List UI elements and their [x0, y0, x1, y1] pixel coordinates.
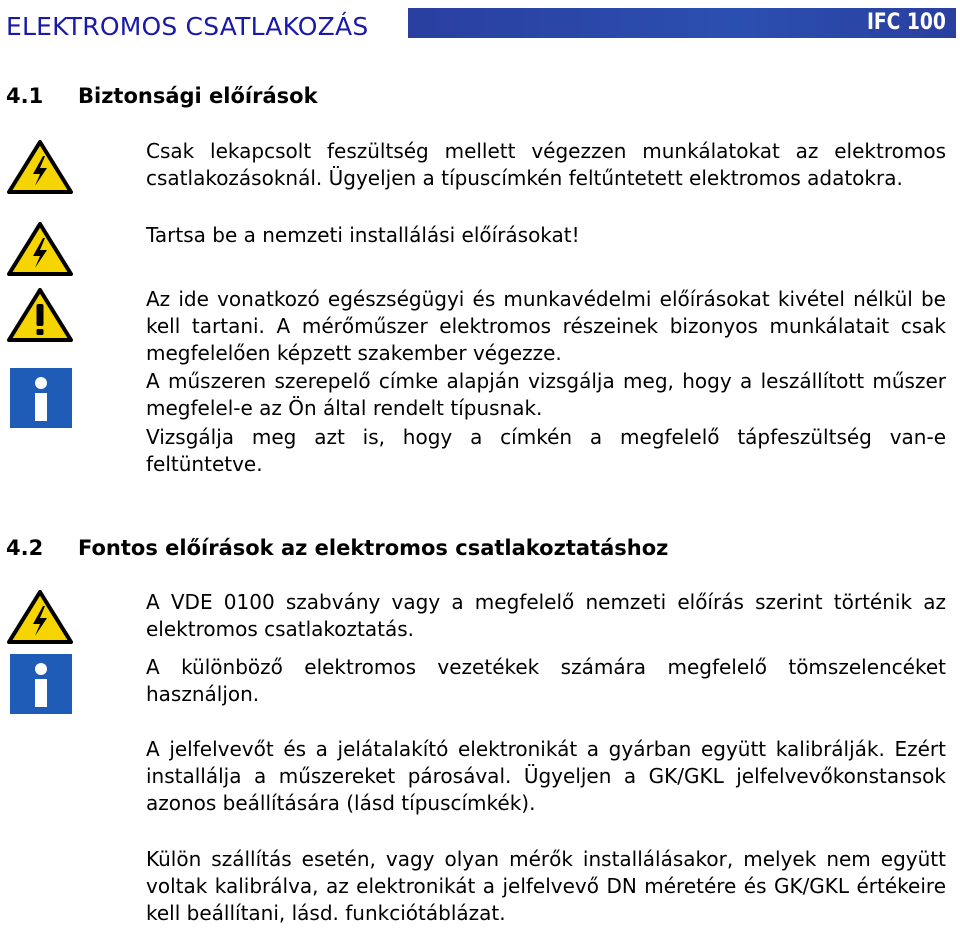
paragraph: A műszeren szerepelő címke alapján vizsgálja meg, hogy a leszállított műszer megfelel-e az Ön által rendelt típusnak. — [146, 369, 946, 420]
section-title: Biztonsági előírások — [78, 84, 318, 108]
paragraph: A különböző elektromos vezetékek számára megfelelő tömszelencéket használjon. — [146, 655, 946, 706]
section-number: 4.2 — [6, 536, 44, 560]
electrical-hazard-icon — [7, 140, 73, 194]
section-4-2-heading — [6, 536, 668, 560]
header-product-bar — [408, 8, 956, 38]
section-title: Fontos előírások az elektromos csatlakoztatáshoz — [78, 536, 669, 560]
electrical-hazard-icon — [7, 222, 73, 276]
paragraph: Csak lekapcsolt feszültség mellett végezzen munkálatokat az elektromos csatlakozásoknál. Ügyeljen a típuscímkén feltűntetett elektromos adatokra. — [146, 139, 946, 190]
electrical-hazard-icon — [7, 590, 73, 644]
paragraph: A VDE 0100 szabvány vagy a megfelelő nemzeti előírás szerint történik az elektromos csatlakoztatás. — [146, 590, 946, 641]
information-icon — [10, 654, 72, 714]
paragraph: Vizsgálja meg azt is, hogy a címkén a megfelelő tápfeszültség van-e feltüntetve. — [146, 425, 946, 476]
section-number: 4.1 — [6, 84, 44, 108]
section-4-1-heading — [6, 84, 318, 108]
paragraph: Az ide vonatkozó egészségügyi és munkavédelmi előírásokat kivétel nélkül be kell tartani. A mérőműszer elektromos részeinek bizonyos munkálatait csak megfelelően képzett szakember végezze. — [146, 287, 946, 365]
product-name: IFC 100 — [866, 10, 946, 35]
paragraph: Külön szállítás esetén, vagy olyan mérők installálásakor, melyek nem együtt voltak kalibrálva, az elektronikát a jelfelvevő DN méretére és GK/GKL értékeire kell beállítani, lásd. funkciótáblázat. — [146, 847, 946, 925]
information-icon — [10, 368, 72, 428]
page-header-title: ELEKTROMOS CSATLAKOZÁS — [6, 12, 369, 41]
paragraph: A jelfelvevőt és a jelátalakító elektronikát a gyárban együtt kalibrálják. Ezért installálja a műszereket párosával. Ügyeljen a GK/GKL jelfelvevőkonstansok azonos beállítására (lásd típuscímkék). — [146, 737, 946, 815]
warning-icon — [7, 288, 73, 342]
paragraph: Tartsa be a nemzeti installálási előírásokat! — [146, 223, 580, 247]
